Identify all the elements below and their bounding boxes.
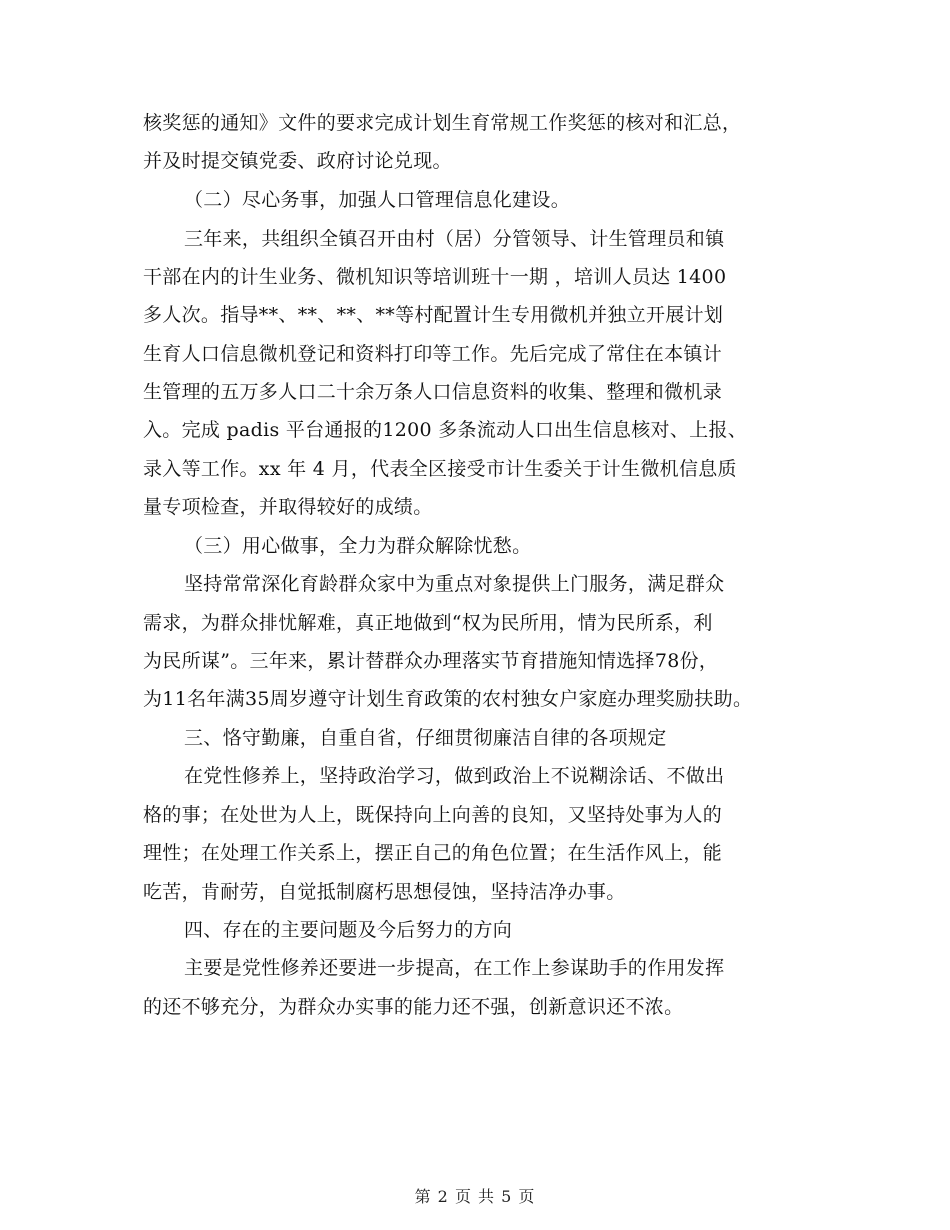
paragraph-line: 坚持常常深化育龄群众家中为重点对象提供上门服务，满足群众 <box>184 573 725 595</box>
section-heading: （三）用心做事，全力为群众解除忧愁。 <box>184 535 532 557</box>
paragraph-line: 主要是党性修养还要进一步提高，在工作上参谋助手的作用发挥 <box>184 957 725 979</box>
paragraph-line: 核奖惩的通知》文件的要求完成计划生育常规工作奖惩的核对和汇总， <box>143 112 742 134</box>
paragraph-line: 吃苦，肯耐劳，自觉抵制腐朽思想侵蚀，坚持洁净办事。 <box>143 881 626 903</box>
section-heading: 三、恪守勤廉，自重自省，仔细贯彻廉洁自律的各项规定 <box>184 727 667 749</box>
paragraph-line: 生管理的五万多人口二十余万条人口信息资料的收集、整理和微机录 <box>143 381 723 403</box>
paragraph-line: 录入等工作。xx 年 4 月，代表全区接受市计生委关于计生微机信息质 <box>143 458 737 480</box>
paragraph-line: 为11名年满35周岁遵守计划生育政策的农村独女户家庭办理奖励扶助。 <box>143 688 753 710</box>
paragraph-line: 干部在内的计生业务、微机知识等培训班十一期 ，培训人员达 1400 <box>143 266 727 288</box>
paragraph-line: 多人次。指导**、**、**、**等村配置计生专用微机并独立开展计划 <box>143 304 724 326</box>
section-heading: （二）尽心务事，加强人口管理信息化建设。 <box>184 189 571 211</box>
paragraph-line: 在党性修养上，坚持政治学习，做到政治上不说糊涂话、不做出 <box>184 765 725 787</box>
paragraph-line: 入。完成 padis 平台通报的1200 多条流动人口出生信息核对、上报、 <box>143 419 748 441</box>
paragraph-line: 生育人口信息微机登记和资料打印等工作。先后完成了常住在本镇计 <box>143 343 723 365</box>
paragraph-line: 为民所谋”。三年来，累计替群众办理落实节育措施知情选择78份， <box>143 650 719 672</box>
paragraph-line: 需求，为群众排忧解难，真正地做到“权为民所用，情为民所系，利 <box>143 612 713 634</box>
paragraph-line: 并及时提交镇党委、政府讨论兑现。 <box>143 150 452 172</box>
paragraph-line: 的还不够充分，为群众办实事的能力还不强，创新意识还不浓。 <box>143 996 684 1018</box>
paragraph-line: 三年来，共组织全镇召开由村（居）分管领导、计生管理员和镇 <box>184 228 725 250</box>
paragraph-line: 量专项检查，并取得较好的成绩。 <box>143 496 433 518</box>
page-number: 第 2 页 共 5 页 <box>414 1187 536 1206</box>
paragraph-line: 理性；在处理工作关系上，摆正自己的角色位置；在生活作风上，能 <box>143 842 723 864</box>
section-heading: 四、存在的主要问题及今后努力的方向 <box>184 919 513 941</box>
paragraph-line: 格的事；在处世为人上，既保持向上向善的良知，又坚持处事为人的 <box>143 804 723 826</box>
